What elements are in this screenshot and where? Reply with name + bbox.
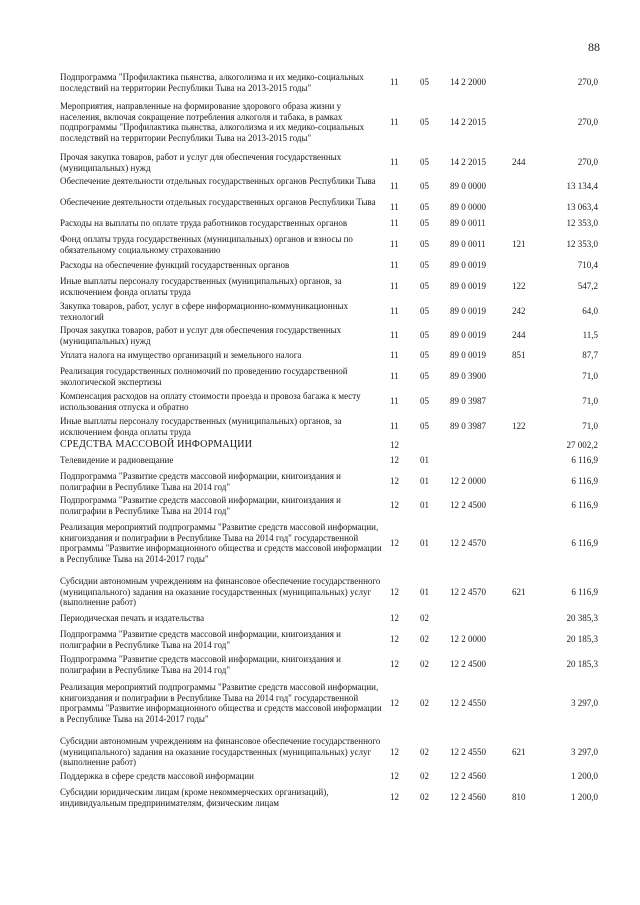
row-expense-type: 851 (512, 350, 526, 360)
row-section-code: 11 (390, 239, 399, 249)
row-description: Реализация государственных полномочий по проведению государственной экологической экспертизы (60, 366, 348, 387)
row-subsection-code: 05 (420, 396, 429, 406)
row-amount: 6 116,9 (571, 538, 598, 548)
row-section-code: 12 (390, 500, 399, 510)
row-section-code: 11 (390, 330, 399, 340)
row-description: Субсидии автономным учреждениям на финансовое обеспечение государственного (муниципального) задания на оказание государственных (муниципальных) услуг (выполнение работ) (60, 576, 381, 608)
row-subsection-code: 05 (420, 117, 429, 127)
row-target-code: 89 0 3900 (450, 371, 486, 381)
row-expense-type: 244 (512, 330, 526, 340)
row-target-code: 12 2 4550 (450, 747, 486, 757)
row-section-code: 12 (390, 440, 399, 450)
row-amount: 710,4 (577, 260, 598, 270)
row-target-code: 89 0 0000 (450, 202, 486, 212)
row-subsection-code: 05 (420, 239, 429, 249)
row-amount: 20 385,3 (566, 613, 598, 623)
row-target-code: 14 2 2015 (450, 157, 486, 167)
row-target-code: 89 0 0011 (450, 218, 486, 228)
row-description: Фонд оплаты труда государственных (муниципальных) органов и взносы по обязательному социальному страхованию (60, 234, 353, 255)
row-section-code: 11 (390, 157, 399, 167)
row-subsection-code: 05 (420, 157, 429, 167)
row-target-code: 12 2 0000 (450, 476, 486, 486)
row-description: Подпрограмма "Развитие средств массовой информации, книгоиздания и полиграфии в Республике Тыва на 2014 год" (60, 495, 341, 516)
row-target-code: 12 2 4500 (450, 659, 486, 669)
row-amount: 6 116,9 (571, 587, 598, 597)
row-description: Подпрограмма "Профилактика пьянства, алкоголизма и их медико-социальных последствий на территории Республики Тыва на 2013-2015 годы" (60, 72, 364, 93)
row-section-code: 11 (390, 421, 399, 431)
row-section-code: 11 (390, 306, 399, 316)
row-expense-type: 621 (512, 747, 526, 757)
row-section-code: 12 (390, 698, 399, 708)
row-amount: 71,0 (582, 421, 598, 431)
row-amount: 13 134,4 (566, 181, 598, 191)
row-target-code: 89 0 0019 (450, 260, 486, 270)
row-amount: 1 200,0 (571, 792, 598, 802)
row-section-code: 11 (390, 77, 399, 87)
row-amount: 12 353,0 (566, 239, 598, 249)
row-target-code: 14 2 2015 (450, 117, 486, 127)
row-description: Прочая закупка товаров, работ и услуг для обеспечения государственных (муниципальных) нужд (60, 325, 342, 346)
row-section-code: 11 (390, 202, 399, 212)
row-subsection-code: 01 (420, 476, 429, 486)
row-description: Иные выплаты персоналу государственных (муниципальных) органов, за исключением фонда оплаты труда (60, 416, 342, 437)
row-description: Обеспечение деятельности отдельных государственных органов Республики Тыва (60, 176, 376, 186)
row-subsection-code: 02 (420, 792, 429, 802)
row-amount: 3 297,0 (571, 747, 598, 757)
row-subsection-code: 05 (420, 218, 429, 228)
row-amount: 270,0 (577, 157, 598, 167)
row-expense-type: 122 (512, 281, 526, 291)
row-section-code: 12 (390, 634, 399, 644)
row-section-code: 12 (390, 587, 399, 597)
row-description: Поддержка в сфере средств массовой информации (60, 771, 254, 781)
row-section-code: 12 (390, 613, 399, 623)
row-target-code: 89 0 0019 (450, 350, 486, 360)
row-target-code: 89 0 0000 (450, 181, 486, 191)
row-amount: 6 116,9 (571, 455, 598, 465)
row-description: Периодическая печать и издательства (60, 613, 205, 623)
row-description: Прочая закупка товаров, работ и услуг для обеспечения государственных (муниципальных) нужд (60, 152, 342, 173)
section-heading: СРЕДСТВА МАССОВОЙ ИНФОРМАЦИИ (60, 439, 253, 450)
row-expense-type: 242 (512, 306, 526, 316)
row-section-code: 11 (390, 281, 399, 291)
row-description: Расходы на обеспечение функций государственных органов (60, 260, 290, 270)
row-subsection-code: 01 (420, 455, 429, 465)
row-target-code: 89 0 3987 (450, 421, 486, 431)
row-expense-type: 810 (512, 792, 526, 802)
row-amount: 71,0 (582, 396, 598, 406)
row-description: Иные выплаты персоналу государственных (муниципальных) органов, за исключением фонда оплаты труда (60, 276, 342, 297)
row-description: Субсидии юридическим лицам (кроме некоммерческих организаций), индивидуальным предпринимателям, физическим лицам (60, 787, 329, 808)
row-subsection-code: 05 (420, 306, 429, 316)
row-expense-type: 122 (512, 421, 526, 431)
row-target-code: 89 0 0019 (450, 281, 486, 291)
row-amount: 6 116,9 (571, 476, 598, 486)
row-subsection-code: 05 (420, 350, 429, 360)
row-amount: 13 063,4 (566, 202, 598, 212)
row-subsection-code: 05 (420, 260, 429, 270)
row-amount: 71,0 (582, 371, 598, 381)
row-description: Телевидение и радиовещание (60, 455, 174, 465)
row-subsection-code: 05 (420, 421, 429, 431)
row-description: Мероприятия, направленные на формирование здорового образа жизни у населения, включая сокращение потребления алкоголя и табака, в рамках подпрограммы "Профилактика пьянства, алкоголизма и их медико-социальных последствий на территории Республики Тыва на 2013-2015 годы" (60, 101, 365, 143)
row-description: Реализация мероприятий подпрограммы "Развитие средств массовой информации, книгоиздания и полиграфии в Республике Тыва на 2014 год" государственной программы "Развитие информационного общества и средств массовой информации в Республике Тыва на 2014-2017 годы" (60, 682, 382, 724)
row-section-code: 12 (390, 538, 399, 548)
page-number: 88 (588, 40, 600, 54)
row-target-code: 12 2 4500 (450, 500, 486, 510)
row-section-code: 12 (390, 771, 399, 781)
row-amount: 11,5 (582, 330, 598, 340)
row-subsection-code: 02 (420, 613, 429, 623)
row-description: Расходы на выплаты по оплате труда работников государственных органов (60, 218, 348, 228)
row-description: Обеспечение деятельности отдельных государственных органов Республики Тыва (60, 197, 376, 207)
row-amount: 270,0 (577, 117, 598, 127)
row-section-code: 11 (390, 371, 399, 381)
row-section-code: 12 (390, 659, 399, 669)
row-subsection-code: 02 (420, 747, 429, 757)
row-description: Уплата налога на имущество организаций и земельного налога (60, 350, 302, 360)
row-target-code: 12 2 0000 (450, 634, 486, 644)
row-description: Подпрограмма "Развитие средств массовой информации, книгоиздания и полиграфии в Республике Тыва на 2014 год" (60, 471, 341, 492)
row-amount: 87,7 (582, 350, 598, 360)
row-amount: 270,0 (577, 77, 598, 87)
row-subsection-code: 02 (420, 634, 429, 644)
row-subsection-code: 02 (420, 698, 429, 708)
row-target-code: 12 2 4570 (450, 587, 486, 597)
row-target-code: 12 2 4570 (450, 538, 486, 548)
row-subsection-code: 01 (420, 500, 429, 510)
row-amount: 64,0 (582, 306, 598, 316)
row-subsection-code: 02 (420, 771, 429, 781)
row-description: Закупка товаров, работ, услуг в сфере информационно-коммуникационных технологий (60, 301, 349, 322)
row-description: Подпрограмма "Развитие средств массовой информации, книгоиздания и полиграфии в Республике Тыва на 2014 год" (60, 654, 341, 675)
row-section-code: 11 (390, 260, 399, 270)
row-target-code: 14 2 2000 (450, 77, 486, 87)
row-amount: 27 002,2 (566, 440, 598, 450)
row-section-code: 12 (390, 455, 399, 465)
row-subsection-code: 05 (420, 371, 429, 381)
row-target-code: 89 0 0019 (450, 306, 486, 316)
row-subsection-code: 05 (420, 202, 429, 212)
row-subsection-code: 01 (420, 587, 429, 597)
row-amount: 20 185,3 (566, 659, 598, 669)
row-subsection-code: 01 (420, 538, 429, 548)
row-description: Субсидии автономным учреждениям на финансовое обеспечение государственного (муниципального) задания на оказание государственных (муниципальных) услуг (выполнение работ) (60, 736, 381, 768)
row-expense-type: 121 (512, 239, 526, 249)
row-section-code: 12 (390, 476, 399, 486)
row-amount: 1 200,0 (571, 771, 598, 781)
row-target-code: 89 0 0019 (450, 330, 486, 340)
row-target-code: 89 0 3987 (450, 396, 486, 406)
row-amount: 547,2 (577, 281, 598, 291)
row-section-code: 11 (390, 396, 399, 406)
row-expense-type: 621 (512, 587, 526, 597)
row-target-code: 12 2 4550 (450, 698, 486, 708)
row-section-code: 11 (390, 218, 399, 228)
row-subsection-code: 05 (420, 77, 429, 87)
row-amount: 12 353,0 (566, 218, 598, 228)
row-section-code: 11 (390, 350, 399, 360)
row-amount: 6 116,9 (571, 500, 598, 510)
row-amount: 20 185,3 (566, 634, 598, 644)
row-section-code: 11 (390, 181, 399, 191)
row-description: Компенсация расходов на оплату стоимости проезда и провоза багажа к месту использования отпуска и обратно (60, 391, 361, 412)
row-section-code: 12 (390, 792, 399, 802)
row-description: Реализация мероприятий подпрограммы "Развитие средств массовой информации, книгоиздания и полиграфии в Республике Тыва на 2014 год" государственной программы "Развитие информационного общества и средств массовой информации в Республике Тыва на 2014-2017 годы" (60, 522, 382, 564)
row-target-code: 89 0 0011 (450, 239, 486, 249)
row-subsection-code: 02 (420, 659, 429, 669)
row-target-code: 12 2 4560 (450, 792, 486, 802)
row-subsection-code: 05 (420, 181, 429, 191)
row-subsection-code: 05 (420, 281, 429, 291)
row-section-code: 11 (390, 117, 399, 127)
row-expense-type: 244 (512, 157, 526, 167)
row-description: Подпрограмма "Развитие средств массовой информации, книгоиздания и полиграфии в Республике Тыва на 2014 год" (60, 629, 341, 650)
row-section-code: 12 (390, 747, 399, 757)
row-target-code: 12 2 4560 (450, 771, 486, 781)
row-amount: 3 297,0 (571, 698, 598, 708)
row-subsection-code: 05 (420, 330, 429, 340)
